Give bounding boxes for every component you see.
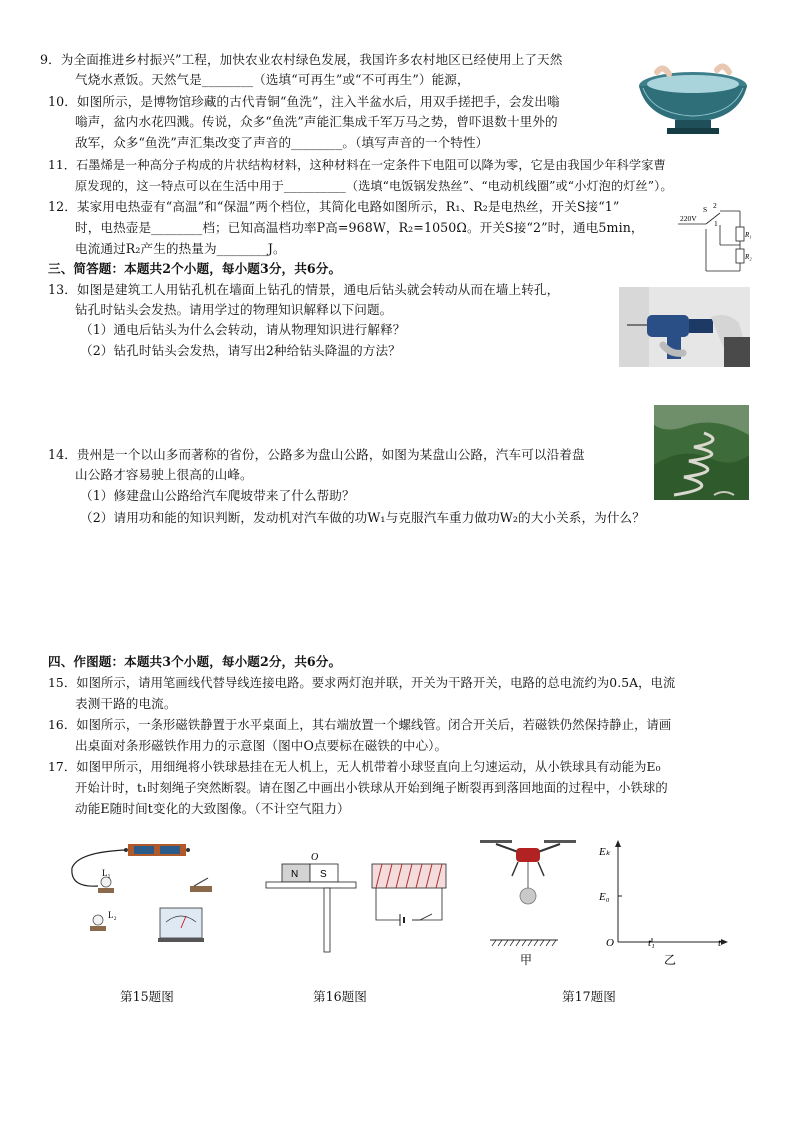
- q15-line-1: 15．如图所示，请用笔画线代替导线连接电路。要求两灯泡并联，开关为干路开关，电路的总电流约为0.5A，电流: [48, 676, 676, 690]
- q12-line-1: 12．某家用电热壶有“高温”和“保温”两个档位，其简化电路如图所示，R₁、R₂是电热丝，开关S接“1”: [48, 199, 620, 214]
- q10-line-2: 嗡声，盆内水花四溅。传说，众多“鱼洗”声能汇集成千军万马之势，曾吓退数十里外的: [75, 114, 558, 129]
- circuit-pos1-label: 1: [714, 219, 718, 228]
- q16-line-2: 出桌面对条形磁铁作用力的示意图（图中O点要标在磁铁的中心）。: [75, 738, 448, 753]
- fig16-n-label: N: [291, 869, 299, 880]
- q11-line-1: 11．石墨烯是一种高分子构成的片状结构材料，这种材料在一定条件下电阻可以降为零，它是由我国少年科学家曹: [48, 158, 666, 172]
- q9-line-1: 9．为全面推进乡村振兴”工程，加快农业农村绿色发展，我国许多农村地区已经使用上了天然: [40, 52, 563, 67]
- figure-16-magnet-solenoid: [262, 846, 452, 954]
- circuit-voltage-label: 220V: [680, 214, 697, 223]
- fig17-yi-label: 乙: [664, 953, 677, 967]
- circuit-r2-label: R₂: [745, 253, 752, 261]
- q12-line-2: 时，电热壶是________档；已知高温档功率P高=968W，R₂=1050Ω。开关S接“2”时，通电5min，: [75, 220, 644, 235]
- figure-15-circuit-components: [68, 838, 228, 948]
- q14-line-4: （2）请用功和能的知识判断，发动机对汽车做的功W₁与克服汽车重力做功W₂的大小关系，为什么？: [80, 510, 645, 525]
- circuit-switch-label: S: [703, 205, 708, 214]
- figure-17-drone: [478, 836, 578, 968]
- fig17-ek-label: Eₖ: [599, 846, 611, 858]
- q15-line-2: 表测干路的电流。: [75, 696, 177, 711]
- q10-line-3: 敌军，众多“鱼洗”声汇集改变了声音的________。（填写声音的一个特性）: [75, 135, 489, 150]
- fig17-origin-label: O: [606, 937, 614, 949]
- caption-figure-17: 第17题图: [562, 989, 616, 1004]
- q9-line-2: 气烧水煮饭。天然气是________（选填“可再生”或“不可再生”）能源，: [75, 72, 470, 87]
- fig16-s-label: S: [320, 869, 327, 880]
- q14-line-1: 14．贵州是一个以山多而著称的省份，公路多为盘山公路，如图为某盘山公路，汽车可以沿着盘: [48, 447, 585, 462]
- q16-line-1: 16．如图所示，一条形磁铁静置于水平桌面上，其右端放置一个螺线管。闭合开关后，若磁铁仍然保持静止，请画: [48, 718, 672, 732]
- caption-figure-16: 第16题图: [313, 989, 367, 1004]
- q13-line-1: 13．如图是建筑工人用钻孔机在墙面上钻孔的情景，通电后钻头就会转动从而在墙上转孔，: [48, 282, 560, 297]
- fig17-t1-label: t₁: [648, 937, 655, 949]
- kettle-circuit-diagram: [678, 199, 753, 275]
- q17-line-3: 动能E随时间t变化的大致图像。（不计空气阻力）: [75, 801, 350, 816]
- fig15-l2-label: L₂: [108, 910, 117, 920]
- q12-line-3: 电流通过R₂产生的热量为________J。: [75, 241, 286, 256]
- q17-line-1: 17．如图甲所示，用细绳将小铁球悬挂在无人机上，无人机带着小球竖直向上匀速运动，从小铁球具有动能为E₀: [48, 760, 661, 774]
- section-3-heading: 三、简答题：本题共2个小题，每小题3分，共6分。: [48, 261, 342, 276]
- section-4-heading: 四、作图题：本题共3个小题，每小题2分，共6分。: [48, 654, 342, 669]
- fig17-t-label: t: [718, 937, 722, 949]
- fig17-jia-label: 甲: [520, 953, 533, 967]
- fig15-l1-label: L₁: [102, 868, 111, 878]
- bronze-basin-photo: [637, 62, 749, 140]
- q17-line-2: 开始计时，t₁时刻绳子突然断裂。请在图乙中画出小铁球从开始到绳子断裂再到落回地面的过程中，小铁球的: [75, 781, 668, 795]
- circuit-r1-label: R₁: [745, 231, 752, 239]
- fig16-o-label: O: [311, 852, 319, 863]
- q14-line-2: 山公路才容易驶上很高的山峰。: [75, 467, 253, 482]
- fig17-e0-label: E₀: [599, 891, 610, 903]
- q13-line-3: （1）通电后钻头为什么会转动，请从物理知识进行解释？: [80, 322, 406, 337]
- q10-line-1: 10．如图所示，是博物馆珍藏的古代青铜“鱼洗”，注入半盆水后，用双手搓把手，会发出嗡: [48, 94, 560, 109]
- q11-line-2: 原发现的，这一特点可以在生活中用于__________（选填“电饭锅发热丝”、“电动机线圈”或“小灯泡的灯丝”）。: [75, 179, 673, 193]
- caption-figure-15: 第15题图: [120, 989, 174, 1004]
- q13-line-2: 钻孔时钻头会发热。请用学过的物理知识解释以下问题。: [75, 302, 393, 317]
- circuit-pos2-label: 2: [713, 201, 717, 210]
- figure-17-ek-t-axes: [596, 836, 736, 968]
- q14-line-3: （1）修建盘山公路给汽车爬坡带来了什么帮助？: [80, 488, 355, 503]
- mountain-road-photo: [654, 405, 749, 500]
- q13-line-4: （2）钻孔时钻头会发热，请写出2种给钻头降温的方法？: [80, 343, 401, 358]
- drill-photo: [619, 287, 750, 367]
